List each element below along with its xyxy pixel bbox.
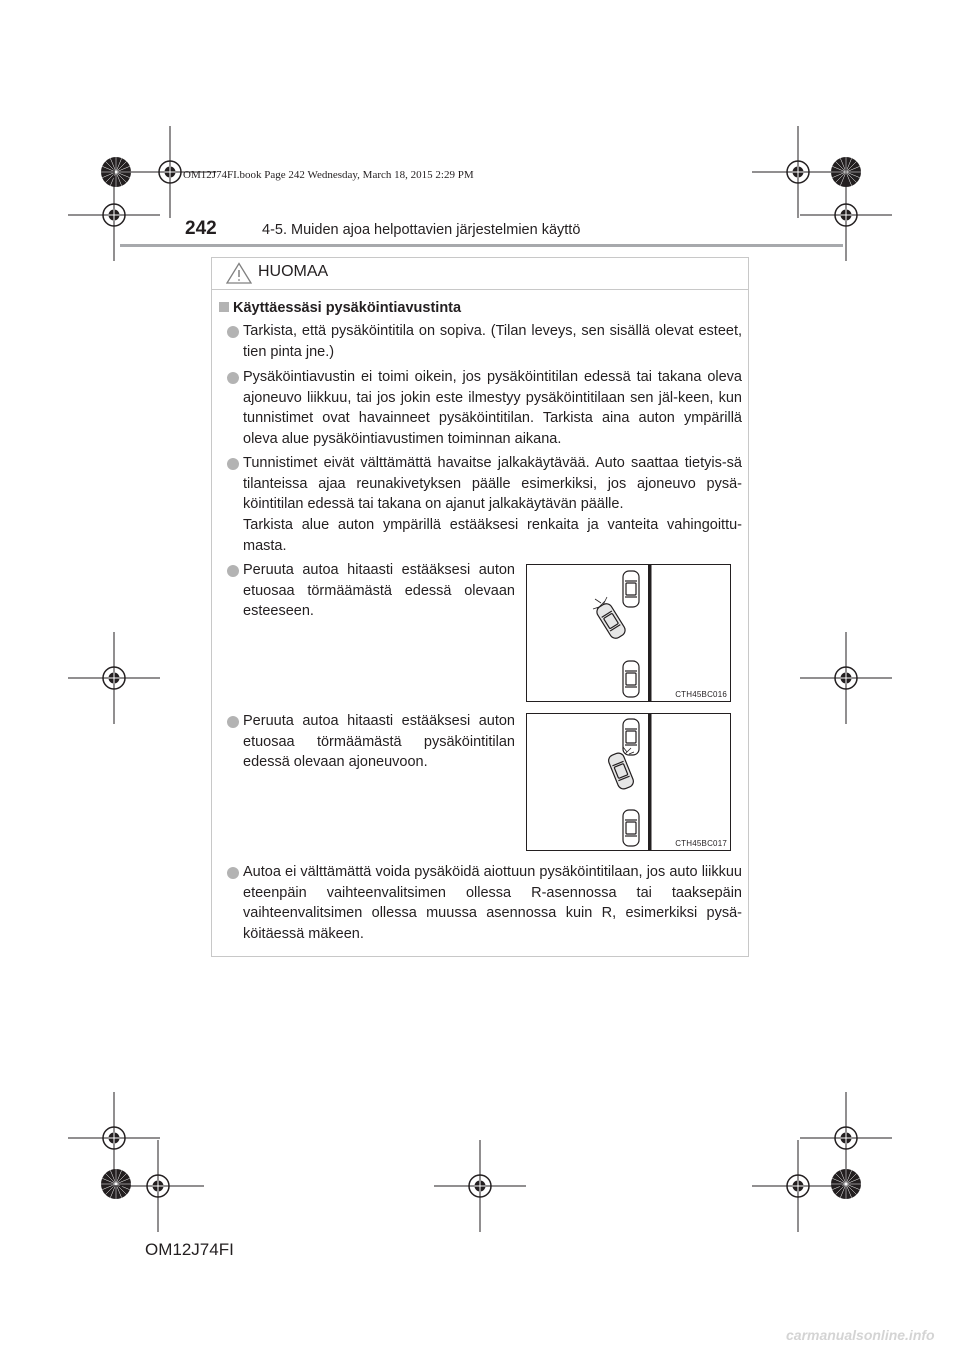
caution-title: HUOMAA — [258, 263, 329, 280]
caution-header — [212, 258, 748, 290]
bullet-icon — [227, 565, 239, 577]
square-bullet-icon — [219, 302, 229, 312]
bullet-text: Autoa ei välttämättä voida pysäköidä aiottuun pysäköintitilaan, jos auto liikkuu eteenpäin vaihteenvalitsimen ollessa R-asennossa tai taaksepäin vaihteenvalitsimen ollessa muussa asennossa kuin R, esimerkiksi pysä-köitäessä mäkeen. — [243, 864, 742, 942]
bullet-text: Peruuta autoa hitaasti estääksesi auton etuosaa törmäämästä edessä olevaan esteeseen. — [243, 562, 515, 619]
bullet-text: Tunnistimet eivät välttämättä havaitse jalkakäytävää. Auto saattaa tietyis-sä tilanteissa ajaa reunakivetyksen päälle esimerkiksi, jos ajoneuvo pysä-köintitilan edessä tai takana on ajanut jalkakäytävän päälle. — [243, 455, 742, 512]
parking-curb-collision-illustration-icon — [527, 565, 730, 701]
registration-crosshair-icon — [68, 169, 160, 261]
footer-code: OM12J74FI — [145, 1240, 234, 1259]
warning-triangle-icon — [226, 262, 252, 284]
bullet-icon — [227, 867, 239, 879]
bullet-icon — [227, 326, 239, 338]
page-number: 242 — [185, 218, 217, 239]
bullet-text: Pysäköintiavustin ei toimi oikein, jos pysäköintitilan edessä tai takana oleva ajoneuvo liikkuu, tai jos jokin este ilmestyy pysäköintitilaan sen jäl-keen, kun tunnistimet ovat havainneet pysäköintitilan. Tarkista aina auton ympärillä oleva alue pysäköintiavustimen toiminnan aikana. — [243, 369, 742, 447]
registration-crosshair-icon — [800, 632, 892, 724]
registration-crosshair-icon — [752, 1140, 844, 1232]
registration-crosshair-icon — [112, 1140, 204, 1232]
figure-curb-collision — [526, 564, 731, 702]
section-title: 4-5. Muiden ajoa helpottavien järjestelmien käyttö — [262, 222, 581, 238]
bullet-text: Tarkista, että pysäköintitila on sopiva. (Tilan leveys, sen sisällä olevat esteet, tien pinta jne.) — [243, 323, 742, 360]
figure-vehicle-collision — [526, 713, 731, 851]
bullet-icon — [227, 372, 239, 384]
subheading-text: Käyttäessäsi pysäköintiavustinta — [233, 300, 462, 316]
watermark: carmanualsonline.info — [786, 1327, 935, 1343]
print-header: OM12J74FI.book Page 242 Wednesday, March 18, 2015 2:29 PM — [183, 169, 474, 181]
bullet-text: Peruuta autoa hitaasti estääksesi auton etuosaa törmäämästä pysäköintitilan edessä olevaan ajoneuvoon. — [243, 713, 515, 770]
registration-crosshair-icon — [434, 1140, 526, 1232]
registration-crosshair-icon — [68, 632, 160, 724]
figure-code: CTH45BC017 — [675, 839, 727, 848]
bullet-icon — [227, 458, 239, 470]
bullet-continuation-text: Tarkista alue auton ympärillä estääksesi renkaita ja vanteita vahingoittu-masta. — [243, 517, 742, 554]
bullet-icon — [227, 716, 239, 728]
figure-code: CTH45BC016 — [675, 690, 727, 699]
registration-crosshair-icon — [800, 169, 892, 261]
header-rule — [120, 244, 843, 247]
parking-vehicle-collision-illustration-icon — [527, 714, 730, 850]
caution-subheading — [219, 300, 461, 316]
